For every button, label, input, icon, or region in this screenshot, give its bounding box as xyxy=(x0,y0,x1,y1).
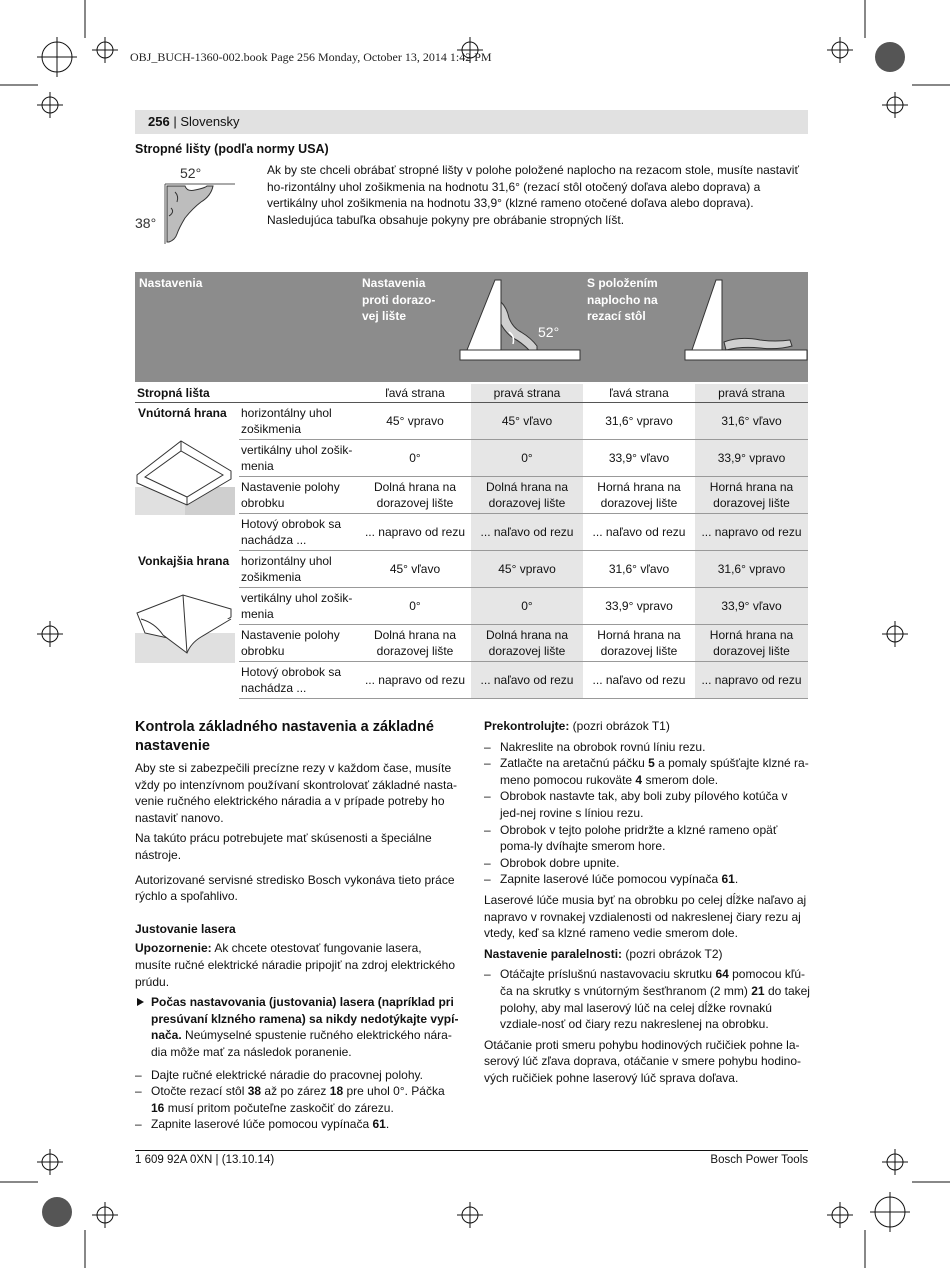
head-against-fence xyxy=(362,275,435,325)
cell-value: Horná hrana na dorazovej lište xyxy=(695,625,808,662)
cell-value: 31,6° vľavo xyxy=(583,551,695,588)
parallel-label: Nastavenie paralelnosti: xyxy=(484,946,623,961)
item-text: Obrobok dobre upnite. xyxy=(500,855,620,870)
item-ref: 16 xyxy=(151,1100,165,1115)
group-inner-corner xyxy=(135,403,239,551)
row-label: Hotový obrobok sa nachádza ... xyxy=(239,662,359,699)
head-line: Nastavenia xyxy=(362,276,426,290)
parallel-list xyxy=(484,966,810,1032)
item-text: . xyxy=(734,872,739,887)
step-list xyxy=(135,1067,460,1133)
fence-position-drawing xyxy=(455,272,585,382)
cell-value: Horná hrana na dorazovej lište xyxy=(695,477,808,514)
item-text: Zapnite laserové lúče pomocou vypínača xyxy=(500,872,722,887)
warning-text: Neúmyselné spustenie ručného elektrického nára-dia môže mať za následok poranenie. xyxy=(151,1028,452,1059)
cell-value: ... naľavo od rezu xyxy=(471,662,583,699)
group-outer-corner xyxy=(135,551,239,699)
cell-value: Horná hrana na dorazovej lište xyxy=(583,477,695,514)
angle-label-left: 38° xyxy=(135,215,157,231)
row-label: Nastavenie polohy obrobku xyxy=(239,477,359,514)
cell-value: 31,6° vľavo xyxy=(695,403,808,440)
cell-value: 0° xyxy=(359,440,471,477)
inner-corner-drawing xyxy=(135,425,235,515)
subheader-label: Stropná lišta xyxy=(135,384,359,403)
head-line: rezací stôl xyxy=(587,309,646,323)
row-label: Hotový obrobok sa nachádza ... xyxy=(239,514,359,551)
table-subheader xyxy=(135,384,808,403)
row-label: Nastavenie polohy obrobku xyxy=(239,625,359,662)
item-text: Obrobok v tejto polohe pridržte a klzné rameno opäť poma-ly dvíhajte smerom hore. xyxy=(500,822,778,854)
fence-angle-label: 52° xyxy=(538,324,560,340)
cell-value: Dolná hrana na dorazovej lište xyxy=(359,477,471,514)
list-item xyxy=(484,755,810,788)
main-heading: Kontrola základného nastavenia a základné nastavenie xyxy=(135,719,434,754)
cell-value: ... napravo od rezu xyxy=(359,662,471,699)
cell-value: 33,9° vpravo xyxy=(583,588,695,625)
parallel-ref: (pozri obrázok T2) xyxy=(622,946,723,961)
item-text: a pomaly spúšťajte klzné ra-meno pomocou rukoväte xyxy=(500,756,809,787)
cell-value: ... napravo od rezu xyxy=(695,514,808,551)
list-item xyxy=(484,855,810,872)
footer-left: 1 609 92A 0XN | (13.10.14) xyxy=(135,1154,275,1166)
table-head xyxy=(135,272,808,382)
head-flat-on-table xyxy=(587,275,658,325)
section-title: Stropné lišty (podľa normy USA) xyxy=(135,142,329,156)
check-ref: (pozri obrázok T1) xyxy=(569,719,670,733)
list-item xyxy=(484,788,810,821)
check-label: Prekontrolujte: xyxy=(484,719,570,733)
warning-bold: Počas nastavovania (justovania) lasera (napríklad pri presúvaní klzného ramena) sa nikdy nedotýkajte vypí-nača. xyxy=(151,995,459,1043)
note xyxy=(135,940,460,990)
item-ref: 38 xyxy=(247,1084,262,1099)
head-settings: Nastavenia xyxy=(139,276,203,290)
list-item xyxy=(484,822,810,855)
subheader-col: ľavá strana xyxy=(583,384,695,403)
cell-value: 31,6° vpravo xyxy=(583,403,695,440)
paragraph: Otáčanie proti smeru pohybu hodinových ručičiek pohne la-serový lúč zľava doprava, otáčanie v smere pohybu hodino-vých ručičiek pohne laserový lúč sprava doľava. xyxy=(484,1037,802,1085)
check-heading xyxy=(484,718,810,735)
head-line: proti dorazo- xyxy=(362,292,436,307)
page-number: 256 xyxy=(148,114,170,129)
list-item xyxy=(135,1116,460,1133)
cell-value: 45° vľavo xyxy=(471,403,583,440)
subheader-col: ľavá strana xyxy=(359,384,471,403)
cell-value: ... naľavo od rezu xyxy=(583,662,695,699)
page-header xyxy=(148,114,240,129)
row-label: horizontálny uhol zošikmenia xyxy=(239,551,359,588)
item-ref: 18 xyxy=(329,1084,344,1099)
cell-value: 45° vpravo xyxy=(359,403,471,440)
item-ref: 4 xyxy=(635,772,643,787)
cell-value: Dolná hrana na dorazovej lište xyxy=(471,625,583,662)
footer-rule xyxy=(135,1150,808,1151)
item-text: smerom dole. xyxy=(642,772,719,787)
table-row xyxy=(135,403,808,440)
item-text: Nakreslite na obrobok rovnú líniu rezu. xyxy=(500,739,706,754)
registration-target xyxy=(37,37,77,77)
flat-position-drawing xyxy=(680,272,810,382)
cell-value: 0° xyxy=(471,440,583,477)
item-ref: 21 xyxy=(751,983,765,998)
item-text: Obrobok nastavte tak, aby boli zuby pílového kotúča v jed-nej rovine s líniou rezu. xyxy=(500,789,788,820)
crown-molding-figure xyxy=(135,162,260,247)
row-label: vertikálny uhol zošik-menia xyxy=(239,588,359,625)
table-row xyxy=(135,551,808,588)
cell-value: Dolná hrana na dorazovej lište xyxy=(359,625,471,662)
cell-value: Dolná hrana na dorazovej lište xyxy=(471,477,583,514)
cell-value: Horná hrana na dorazovej lište xyxy=(583,625,695,662)
intro-paragraph: Nasledujúca tabuľka obsahuje pokyny pre obrábanie stropných líšt. xyxy=(267,212,625,227)
item-ref: 61 xyxy=(372,1117,386,1132)
footer-right: Bosch Power Tools xyxy=(710,1154,808,1166)
outer-corner-drawing xyxy=(135,573,235,663)
item-ref: 5 xyxy=(648,756,655,771)
item-text: Zapnite laserové lúče pomocou vypínača xyxy=(151,1117,373,1132)
cell-value: ... napravo od rezu xyxy=(359,514,471,551)
cell-value: 33,9° vľavo xyxy=(695,588,808,625)
head-line: S položením xyxy=(587,276,658,290)
head-line: naplocho na xyxy=(587,292,658,307)
head-line: vej lište xyxy=(362,309,407,323)
safety-warning xyxy=(135,994,460,1060)
list-item xyxy=(484,739,810,756)
subheader-col: pravá strana xyxy=(471,384,583,403)
intro-paragraph: Ak by ste chceli obrábať stropné lišty v polohe položené naplocho na rezacom stole, musíte nastaviť ho-rizontálny uhol zošikmenia na hodnotu 31,6° (rezací stôl otočený doľava alebo doprava) a vertikálny uhol zošikmenia na hodnotu 33,9° (klzné rameno otočené doľava alebo doprava). xyxy=(267,163,799,210)
cell-value: ... naľavo od rezu xyxy=(583,514,695,551)
intro-text xyxy=(267,162,812,228)
warning-bullet-icon xyxy=(137,998,144,1006)
cell-value: ... naľavo od rezu xyxy=(471,514,583,551)
group-name: Vnútorná hrana xyxy=(138,406,227,420)
row-label: vertikálny uhol zošik-menia xyxy=(239,440,359,477)
list-item xyxy=(484,871,810,888)
settings-table xyxy=(135,384,808,699)
cell-value: 45° vľavo xyxy=(359,551,471,588)
item-text: musí pritom počuteľne zaskočiť do zárezu. xyxy=(164,1100,394,1115)
note-label: Upozornenie: xyxy=(135,941,212,956)
item-ref: 61 xyxy=(721,872,735,887)
item-text: Otočte rezací stôl xyxy=(151,1084,248,1099)
parallel-heading xyxy=(484,946,810,963)
paragraph: Aby ste si zabezpečili precízne rezy v každom čase, musíte vždy po intenzívnom používaní skontrolovať základné nasta-venie ručného elektrického náradia a v prípade potreby ho nastaviť nanovo. xyxy=(135,761,458,825)
item-text: . xyxy=(385,1117,390,1132)
subheader-col: pravá strana xyxy=(695,384,808,403)
cell-value: ... napravo od rezu xyxy=(695,662,808,699)
list-item xyxy=(484,966,810,1032)
cell-value: 33,9° vľavo xyxy=(583,440,695,477)
right-column xyxy=(484,718,810,1090)
paragraph: Laserové lúče musia byť na obrobku po celej dĺžke naľavo aj napravo v rovnakej vzdialenosti od nakreslenej čiary rezu aj vtedy, keď sa klzné rameno vedie smerom dole. xyxy=(484,892,807,941)
item-text: Otáčajte príslušnú nastavovaciu skrutku xyxy=(500,967,716,982)
list-item xyxy=(135,1083,460,1116)
group-name: Vonkajšia hrana xyxy=(138,553,230,568)
item-ref: 64 xyxy=(715,967,729,982)
cell-value: 0° xyxy=(471,588,583,625)
item-text: do takej polohy, aby mal laserový lúč na celej dĺžke rovnakú vzdiale-nosť od čiary rezu nakreslenej na obrobku. xyxy=(500,983,810,1032)
angle-label-top: 52° xyxy=(180,165,202,181)
note-text: Ak chcete otestovať fungovanie lasera, musíte ručné elektrické náradie pripojiť na zdroj elektrického prúdu. xyxy=(135,941,455,989)
check-list xyxy=(484,739,810,888)
page-header-bar xyxy=(135,110,808,134)
cell-value: 0° xyxy=(359,588,471,625)
item-text: pomocou kľú-ča na skrutky s vnútorným šesťhranom (2 mm) xyxy=(500,967,805,998)
book-info: OBJ_BUCH-1360-002.book Page 256 Monday, October 13, 2014 1:42 PM xyxy=(130,50,492,64)
item-text: pre uhol 0°. Páčka xyxy=(343,1084,445,1099)
paragraph: Na takúto prácu potrebujete mať skúsenosti a špeciálne nástroje. xyxy=(135,831,432,862)
paragraph: Autorizované servisné stredisko Bosch vykonáva tieto práce rýchlo a spoľahlivo. xyxy=(135,872,455,904)
item-text: Dajte ručné elektrické náradie do pracovnej polohy. xyxy=(151,1067,423,1082)
item-text: Zatlačte na aretačnú páčku xyxy=(500,756,649,771)
cell-value: 45° vpravo xyxy=(471,551,583,588)
list-item xyxy=(135,1067,460,1084)
row-label: horizontálny uhol zošikmenia xyxy=(239,403,359,440)
cell-value: 31,6° vpravo xyxy=(695,551,808,588)
item-text: až po zárez xyxy=(261,1084,330,1099)
sub-heading: Justovanie lasera xyxy=(135,921,236,936)
header-separator: | xyxy=(169,114,181,129)
cell-value: 33,9° vpravo xyxy=(695,440,808,477)
left-column xyxy=(135,718,460,1137)
header-language: Slovensky xyxy=(180,114,240,129)
